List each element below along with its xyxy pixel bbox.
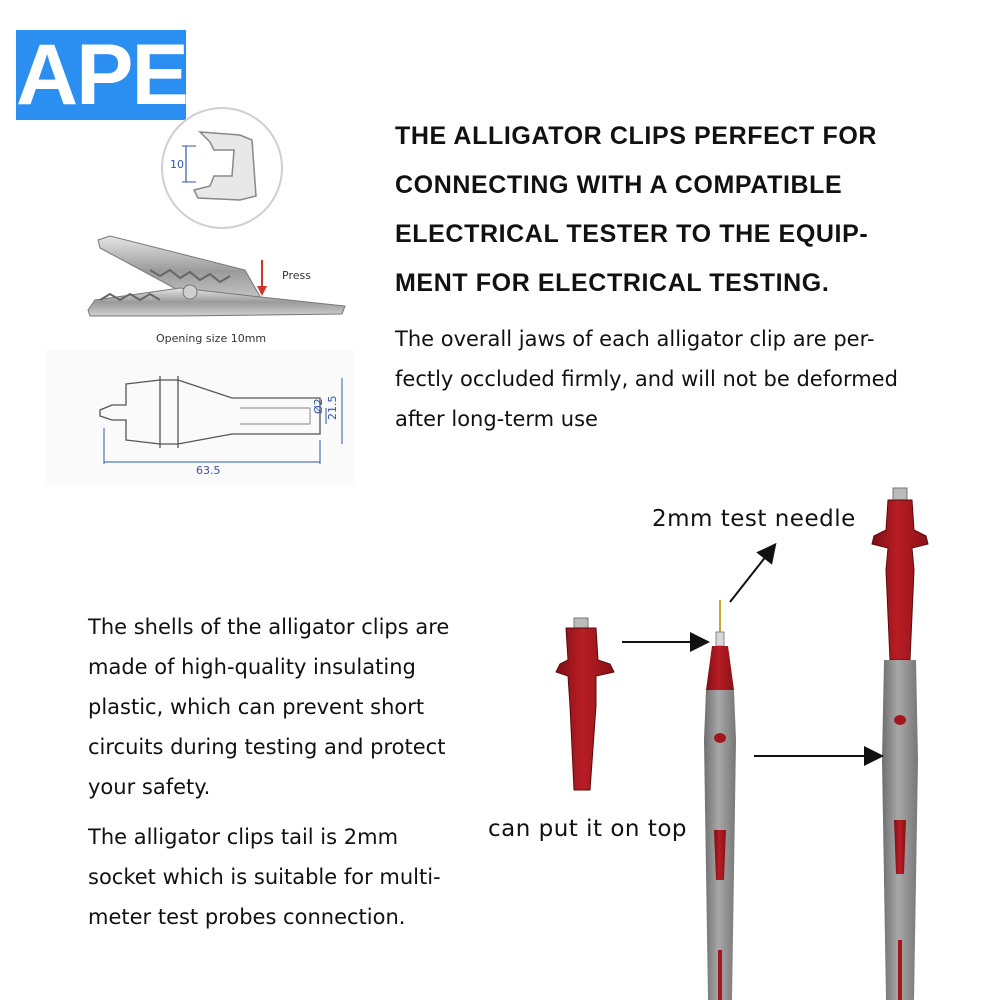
headline-line: MENT FOR ELECTRICAL TESTING. xyxy=(395,269,830,297)
headline-line: ELECTRICAL TESTER TO THE EQUIP- xyxy=(395,220,869,248)
on-top-callout: can put it on top xyxy=(488,816,688,842)
paragraph-line: meter test probes connection. xyxy=(88,905,406,929)
paragraph-line: made of high-quality insulating xyxy=(88,655,416,679)
length-dimension-label: 63.5 xyxy=(196,464,221,477)
socket-dimension-label: Ø2 xyxy=(312,398,325,414)
red-clip-shell-small xyxy=(556,618,614,790)
jaw-detail-magnifier xyxy=(162,108,282,228)
needle-callout: 2mm test needle xyxy=(652,506,856,532)
headline-line: THE ALLIGATOR CLIPS PERFECT FOR xyxy=(395,122,878,150)
paragraph-line: socket which is suitable for multi- xyxy=(88,865,441,889)
brand-logo: APE xyxy=(16,27,187,123)
test-probe-needle xyxy=(704,600,736,1000)
paragraph-line: circuits during testing and protect xyxy=(88,735,446,759)
paragraph-line: The overall jaws of each alligator clip are per- xyxy=(395,327,875,351)
arrow-needle-label xyxy=(730,546,774,602)
clip-technical-drawing xyxy=(46,350,354,484)
paragraph-line: your safety. xyxy=(88,775,211,799)
paragraph-line: after long-term use xyxy=(395,407,598,431)
alligator-clip-image xyxy=(88,236,345,345)
detail-dimension-label: 10 xyxy=(170,158,184,171)
headline-line: CONNECTING WITH A COMPATIBLE xyxy=(395,171,843,199)
paragraph-line: The alligator clips tail is 2mm xyxy=(88,825,399,849)
press-label: Press xyxy=(282,269,311,282)
opening-size-label: Opening size 10mm xyxy=(156,332,267,345)
height-dimension-label: 21.5 xyxy=(326,395,339,420)
paragraph-line: plastic, which can prevent short xyxy=(88,695,425,719)
paragraph-line: fectly occluded firmly, and will not be deformed xyxy=(395,367,898,391)
test-probe-with-clip xyxy=(872,488,928,1000)
paragraph-line: The shells of the alligator clips are xyxy=(88,615,450,639)
